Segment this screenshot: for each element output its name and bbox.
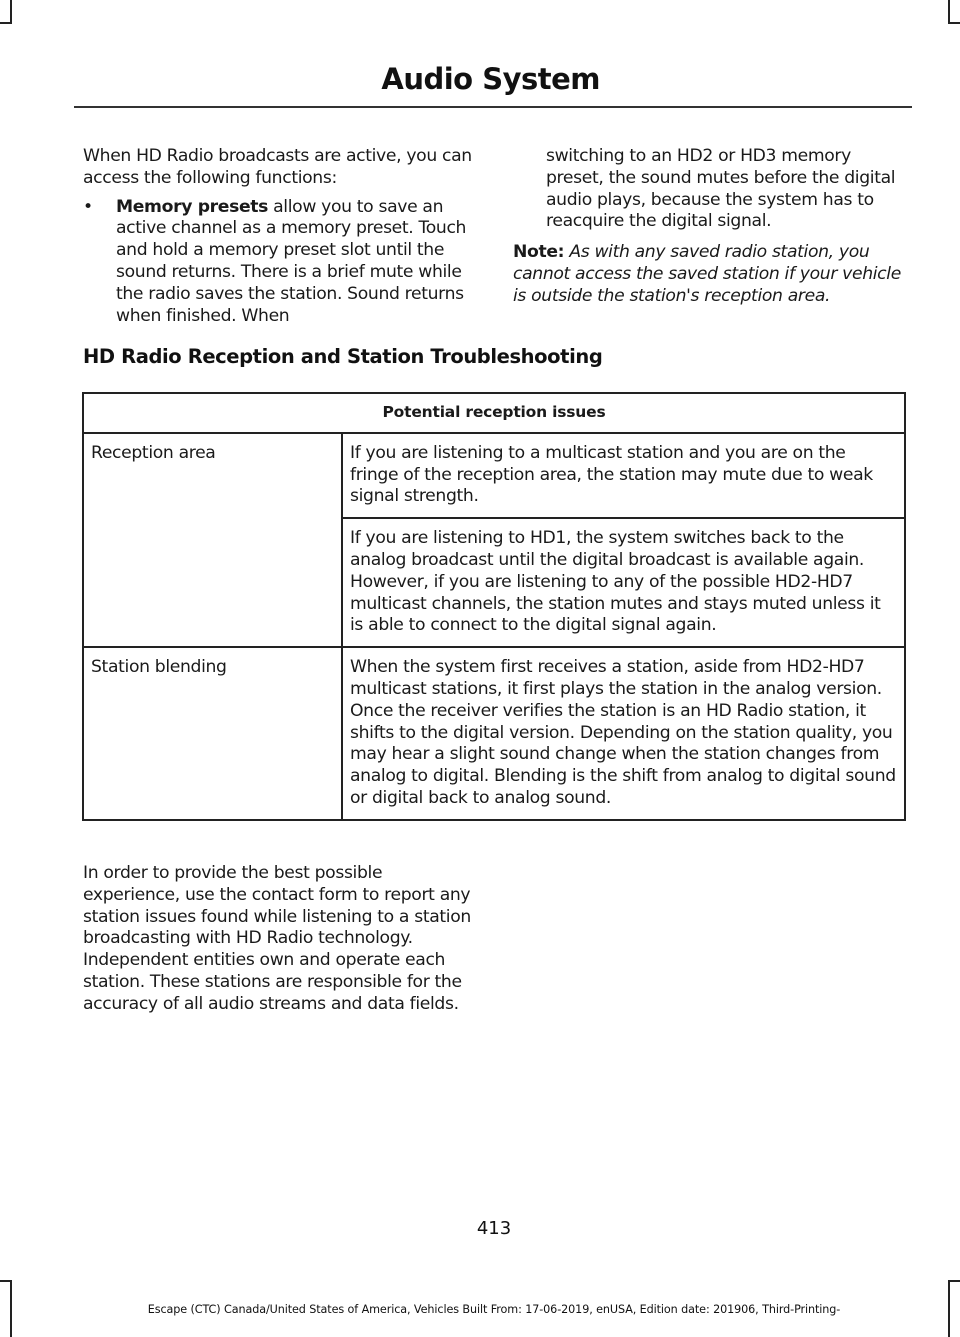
page-title: Audio System: [381, 62, 600, 96]
header-divider: [74, 106, 912, 108]
table-header: Potential reception issues: [83, 393, 905, 433]
memory-presets-bullet: [83, 197, 478, 328]
crop-mark-bottom-left-h: [0, 1280, 12, 1282]
row-description: If you are listening to a multicast station and you are on the fringe of the reception area, the station may mute due to weak signal strength.: [342, 433, 905, 518]
left-column: [83, 146, 478, 327]
row-label-station-blending: Station blending: [83, 647, 342, 820]
note-label: Note:: [513, 242, 565, 263]
table-row: [83, 647, 905, 820]
crop-mark-top-left-v: [10, 0, 12, 22]
closing-paragraph: [83, 863, 478, 1016]
row-description: When the system first receives a station, aside from HD2-HD7 multicast stations, it first plays the station in the analog version. Once the receiver verifies the station is an HD Radio station, it shifts to the digital version. Depending on the station quality, you may hear a slight sound change when the station changes from analog to digital. Blending is the shift from analog to digital sound or digital back to analog sound.: [342, 647, 905, 820]
crop-mark-bottom-right-h: [948, 1280, 960, 1282]
bullet-glyph: •: [83, 196, 93, 217]
section-heading: HD Radio Reception and Station Troubleshooting: [83, 345, 603, 368]
crop-mark-top-right-v: [948, 0, 950, 22]
crop-mark-top-right-h: [948, 22, 960, 24]
table-row: [83, 433, 905, 518]
bullet-term: Memory presets: [116, 196, 269, 217]
note-paragraph: [513, 242, 908, 307]
page-number: 413: [476, 1218, 512, 1239]
note-text: As with any saved radio station, you cannot access the saved station if your vehicle is outside the station's reception area.: [513, 242, 901, 306]
bullet-continuation: switching to an HD2 or HD3 memory preset, the sound mutes before the digital audio plays, because the system has to reacquire the digital signal.: [546, 146, 896, 232]
reception-issues-table: [82, 392, 906, 821]
right-column: [513, 146, 908, 308]
row-label-reception-area: Reception area: [83, 433, 342, 647]
table-header-row: [83, 393, 905, 433]
bullet-text: allow you to save an active channel as a memory preset. Touch and hold a memory preset slot until the sound returns. There is a brief mute while the radio saves the station. Sound returns when finished. When: [116, 196, 467, 326]
closing-text: In order to provide the best possible experience, use the contact form to report any station issues found while listening to a station broadcasting with HD Radio technology. Independent entities own and operate each station. These stations are responsible for the accuracy of all audio streams and data fields.: [83, 863, 471, 1014]
edition-footer: Escape (CTC) Canada/United States of America, Vehicles Built From: 17-06-2019, enUSA, Edition date: 201906, Third-Printing-: [147, 1303, 841, 1316]
row-description: If you are listening to HD1, the system switches back to the analog broadcast until the digital broadcast is available again. However, if you are listening to any of the possible HD2-HD7 multicast channels, the station mutes and stays muted unless it is able to connect to the digital signal again.: [342, 518, 905, 647]
intro-paragraph: When HD Radio broadcasts are active, you can access the following functions:: [83, 146, 472, 188]
crop-mark-top-left-h: [0, 22, 12, 24]
